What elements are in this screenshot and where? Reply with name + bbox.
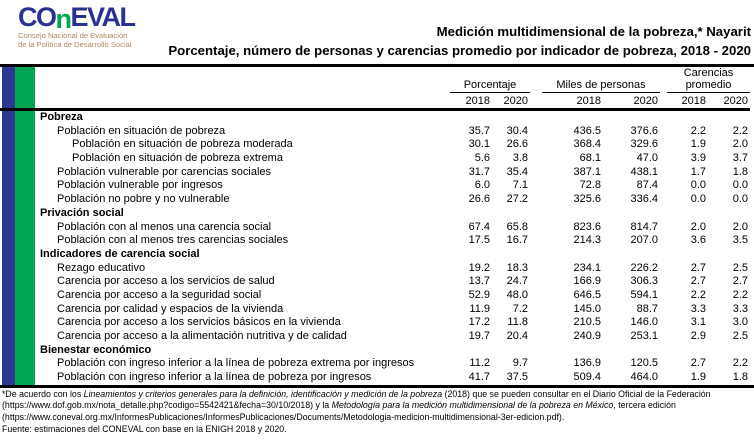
cell-value: 3.3 bbox=[732, 302, 748, 315]
table-row bbox=[0, 289, 750, 303]
cell-value: 2.0 bbox=[690, 220, 706, 233]
cell-value: 166.9 bbox=[573, 275, 601, 288]
cell-value bbox=[708, 248, 750, 262]
cell-value bbox=[530, 248, 603, 262]
cell-value: 35.7 bbox=[468, 124, 490, 137]
logo-subtitle-line2: de la Política de Desarrollo Social bbox=[18, 39, 132, 49]
cell-value: 5.6 bbox=[474, 152, 490, 165]
cell-value: 814.7 bbox=[630, 220, 658, 233]
footnote-lines bbox=[2, 389, 752, 423]
cell-value: 1.9 bbox=[690, 138, 706, 151]
cell-value: 3.3 bbox=[690, 302, 706, 315]
cell-value: 436.5 bbox=[573, 124, 601, 137]
cell-value: 24.7 bbox=[506, 275, 528, 288]
cell-value: 329.6 bbox=[630, 138, 658, 151]
column-group-carencias-promedio: Carencias promedio bbox=[667, 67, 750, 93]
cell-value: 2.2 bbox=[732, 124, 748, 137]
cell-value: 41.7 bbox=[468, 371, 490, 384]
cell-value: 19.2 bbox=[468, 261, 490, 274]
cell-value: 13.7 bbox=[468, 275, 490, 288]
cell-value bbox=[430, 248, 492, 262]
cell-value: 16.7 bbox=[506, 234, 528, 247]
column-group-porcentaje: Porcentaje bbox=[450, 79, 530, 93]
table-body bbox=[0, 111, 750, 385]
cell-value bbox=[430, 207, 492, 221]
row-label: Carencia por acceso a la alimentación nutritiva y de calidad bbox=[57, 330, 347, 342]
cell-value: 3.7 bbox=[732, 152, 748, 165]
row-label: Rezago educativo bbox=[57, 261, 146, 274]
cell-value: 368.4 bbox=[573, 138, 601, 151]
table-row bbox=[0, 125, 750, 139]
row-label: Indicadores de carencia social bbox=[40, 247, 200, 260]
cell-value: 2.5 bbox=[732, 261, 748, 274]
cell-value: 336.4 bbox=[630, 193, 658, 206]
row-label: Carencia por acceso a la seguridad social bbox=[57, 288, 262, 301]
cell-value: 35.4 bbox=[506, 165, 528, 178]
footnote-segment: *De acuerdo con los bbox=[2, 389, 84, 399]
cell-value: 594.1 bbox=[630, 288, 658, 301]
cell-value: 65.8 bbox=[506, 220, 528, 233]
title-line2: Porcentaje, número de personas y carencias promedio por indicador de pobreza, 2018 - 2020 bbox=[168, 43, 751, 58]
table-row bbox=[0, 193, 750, 207]
table-row bbox=[0, 166, 750, 180]
footnote bbox=[2, 389, 752, 436]
logo-text-eval: EVAL bbox=[70, 2, 135, 32]
cell-value: 3.0 bbox=[732, 316, 748, 329]
cell-value: 3.6 bbox=[690, 234, 706, 247]
cell-value: 2.2 bbox=[732, 357, 748, 370]
cell-value: 2.2 bbox=[690, 124, 706, 137]
cell-value: 7.1 bbox=[512, 179, 528, 192]
cell-value: 325.6 bbox=[573, 193, 601, 206]
cell-value: 72.8 bbox=[579, 179, 601, 192]
table-row bbox=[0, 152, 750, 166]
cell-value bbox=[492, 111, 530, 125]
section-header-row bbox=[0, 344, 750, 358]
cell-value: 646.5 bbox=[573, 288, 601, 301]
column-group-header-row bbox=[0, 67, 750, 93]
cell-value bbox=[708, 111, 750, 125]
logo-text-co: CO bbox=[18, 2, 56, 32]
cell-value: 1.9 bbox=[690, 371, 706, 384]
table-row bbox=[0, 262, 750, 276]
year-header: 2020 bbox=[633, 94, 658, 107]
row-label: Población con al menos una carencia social bbox=[57, 220, 272, 233]
year-header: 2018 bbox=[465, 94, 490, 107]
cell-value: 509.4 bbox=[573, 371, 601, 384]
row-label: Población vulnerable por ingresos bbox=[57, 179, 223, 192]
cell-value: 2.2 bbox=[690, 288, 706, 301]
cell-value: 2.7 bbox=[690, 261, 706, 274]
cell-value: 3.5 bbox=[732, 234, 748, 247]
cell-value bbox=[492, 207, 530, 221]
cell-value: 0.0 bbox=[690, 179, 706, 192]
logo-subtitle-line1: Consejo Nacional de Evaluación bbox=[18, 31, 128, 40]
table-row bbox=[0, 138, 750, 152]
logo-green-n-icon: n bbox=[55, 4, 71, 34]
cell-value bbox=[492, 344, 530, 358]
column-group-miles-de-personas: Miles de personas bbox=[542, 79, 660, 93]
cell-value: 3.9 bbox=[690, 152, 706, 165]
footnote-segment: (https://www.dof.gob.mx/nota_detalle.php?codigo=5542421&fecha=30/10/2018) y la bbox=[2, 400, 332, 411]
footnote-segment: (https://www.coneval.org.mx/InformesPublicaciones/InformesPublicaciones/Documents/Metodologia-medicion-multidimensional-3er-edicion.pdf). bbox=[2, 411, 565, 422]
row-label: Población no pobre y no vulnerable bbox=[57, 193, 230, 206]
cell-value: 464.0 bbox=[630, 371, 658, 384]
cell-value: 3.8 bbox=[512, 152, 528, 165]
cell-value: 0.0 bbox=[732, 179, 748, 192]
table-row bbox=[0, 179, 750, 193]
table-row bbox=[0, 371, 750, 385]
coneval-logo bbox=[18, 3, 135, 49]
row-label: Población con ingreso inferior a la línea de pobreza por ingresos bbox=[57, 371, 372, 384]
footnote-segment: (2018) que se pueden consultar en el Diario Oficial de la Federación bbox=[442, 389, 711, 399]
cell-value bbox=[660, 344, 708, 358]
footnote-line bbox=[2, 400, 752, 411]
footnote-line bbox=[2, 412, 752, 423]
row-label: Población con al menos tres carencias sociales bbox=[57, 234, 289, 247]
section-header-row bbox=[0, 207, 750, 221]
cell-value bbox=[530, 344, 603, 358]
year-header: 2020 bbox=[723, 94, 748, 107]
row-label: Privación social bbox=[40, 206, 124, 219]
coneval-logo-wordmark bbox=[18, 2, 135, 34]
cell-value bbox=[708, 344, 750, 358]
page-title bbox=[168, 22, 751, 60]
row-label: Carencia por calidad y espacios de la vivienda bbox=[57, 302, 284, 315]
cell-value: 234.1 bbox=[573, 261, 601, 274]
cell-value: 17.5 bbox=[468, 234, 490, 247]
table-row bbox=[0, 316, 750, 330]
cell-value bbox=[430, 344, 492, 358]
cell-value: 87.4 bbox=[636, 179, 658, 192]
cell-value: 19.7 bbox=[468, 330, 490, 342]
cell-value: 2.0 bbox=[732, 220, 748, 233]
cell-value: 207.0 bbox=[630, 234, 658, 247]
cell-value: 3.1 bbox=[690, 316, 706, 329]
cell-value: 2.2 bbox=[732, 288, 748, 301]
cell-value: 48.0 bbox=[506, 288, 528, 301]
cell-value: 226.2 bbox=[630, 261, 658, 274]
footnote-italic-segment: Lineamientos y criterios generales para la definición, identificación y medición de la pobreza bbox=[83, 389, 443, 399]
cell-value: 2.5 bbox=[732, 330, 748, 342]
cell-value: 438.1 bbox=[630, 165, 658, 178]
cell-value: 6.0 bbox=[474, 179, 490, 192]
table-row bbox=[0, 357, 750, 371]
cell-value: 145.0 bbox=[573, 302, 601, 315]
cell-value: 0.0 bbox=[732, 193, 748, 206]
cell-value bbox=[708, 207, 750, 221]
table-row bbox=[0, 330, 750, 344]
cell-value: 2.0 bbox=[732, 138, 748, 151]
row-label: Bienestar económico bbox=[40, 343, 152, 356]
cell-value: 67.4 bbox=[468, 220, 490, 233]
cell-value bbox=[492, 248, 530, 262]
cell-value: 26.6 bbox=[468, 193, 490, 206]
cell-value: 2.9 bbox=[690, 330, 706, 342]
year-header-row bbox=[0, 93, 750, 111]
cell-value: 214.3 bbox=[573, 234, 601, 247]
row-label: Población con ingreso inferior a la línea de pobreza extrema por ingresos bbox=[57, 357, 415, 370]
row-label: Población en situación de pobreza extrema bbox=[72, 152, 283, 165]
cell-value: 68.1 bbox=[579, 152, 601, 165]
cell-value bbox=[530, 111, 603, 125]
cell-value: 120.5 bbox=[630, 357, 658, 370]
cell-value: 1.8 bbox=[732, 165, 748, 178]
cell-value: 387.1 bbox=[573, 165, 601, 178]
cell-value bbox=[603, 344, 660, 358]
row-label: Población en situación de pobreza bbox=[57, 124, 226, 137]
title-line1: Medición multidimensional de la pobreza,* Nayarit bbox=[436, 24, 751, 39]
cell-value: 210.5 bbox=[573, 316, 601, 329]
cell-value bbox=[603, 248, 660, 262]
year-header: 2018 bbox=[681, 94, 706, 107]
table-row bbox=[0, 275, 750, 289]
cell-value: 18.3 bbox=[506, 261, 528, 274]
cell-value: 1.8 bbox=[732, 371, 748, 384]
cell-value: 52.9 bbox=[468, 288, 490, 301]
footnote-line bbox=[2, 389, 752, 400]
footnote-segment: , tercera edición bbox=[613, 400, 676, 411]
cell-value: 20.4 bbox=[506, 330, 528, 342]
table-row bbox=[0, 234, 750, 248]
section-header-row bbox=[0, 248, 750, 262]
cell-value: 11.8 bbox=[507, 316, 528, 329]
table-row bbox=[0, 303, 750, 317]
cell-value: 30.1 bbox=[468, 138, 490, 151]
cell-value: 37.5 bbox=[506, 371, 528, 384]
cell-value: 2.7 bbox=[690, 357, 706, 370]
cell-value: 306.3 bbox=[630, 275, 658, 288]
cell-value bbox=[660, 248, 708, 262]
row-label: Carencia por acceso a los servicios de salud bbox=[57, 275, 275, 288]
cell-value bbox=[430, 111, 492, 125]
cell-value bbox=[530, 207, 603, 221]
cell-value: 11.9 bbox=[469, 302, 490, 315]
cell-value bbox=[660, 207, 708, 221]
cell-value: 136.9 bbox=[573, 357, 601, 370]
source-note: Fuente: estimaciones del CONEVAL con base en la ENIGH 2018 y 2020. bbox=[2, 424, 287, 435]
cell-value: 31.7 bbox=[468, 165, 490, 178]
cell-value: 240.9 bbox=[573, 330, 601, 342]
poverty-indicators-table bbox=[0, 67, 750, 385]
cell-value: 17.2 bbox=[468, 316, 490, 329]
cell-value: 146.0 bbox=[630, 316, 658, 329]
footnote-italic-segment: Metodología para la medición multidimensional de la pobreza en México bbox=[331, 400, 614, 411]
section-header-row bbox=[0, 111, 750, 125]
cell-value: 88.7 bbox=[636, 302, 658, 315]
cell-value: 0.0 bbox=[690, 193, 706, 206]
cell-value: 376.6 bbox=[630, 124, 658, 137]
cell-value bbox=[603, 111, 660, 125]
cell-value: 2.7 bbox=[732, 275, 748, 288]
cell-value: 253.1 bbox=[630, 330, 658, 342]
cell-value: 27.2 bbox=[506, 193, 528, 206]
year-header: 2018 bbox=[576, 94, 601, 107]
year-header: 2020 bbox=[503, 94, 528, 107]
row-label: Carencia por acceso a los servicios básicos en la vivienda bbox=[57, 316, 341, 329]
cell-value: 2.7 bbox=[690, 275, 706, 288]
cell-value: 9.7 bbox=[512, 357, 528, 370]
cell-value: 823.6 bbox=[573, 220, 601, 233]
coneval-logo-subtitle bbox=[18, 32, 135, 49]
row-label: Población vulnerable por carencias sociales bbox=[57, 165, 272, 178]
cell-value bbox=[660, 111, 708, 125]
cell-value: 26.6 bbox=[506, 138, 528, 151]
cell-value: 1.7 bbox=[690, 165, 706, 178]
row-label: Pobreza bbox=[40, 111, 83, 123]
cell-value: 7.2 bbox=[512, 302, 528, 315]
cell-value: 30.4 bbox=[506, 124, 528, 137]
table-row bbox=[0, 221, 750, 235]
cell-value bbox=[603, 207, 660, 221]
cell-value: 47.0 bbox=[636, 152, 658, 165]
row-label: Población en situación de pobreza moderada bbox=[72, 138, 293, 151]
table-bottom-rule bbox=[0, 385, 754, 388]
cell-value: 11.2 bbox=[469, 357, 490, 370]
